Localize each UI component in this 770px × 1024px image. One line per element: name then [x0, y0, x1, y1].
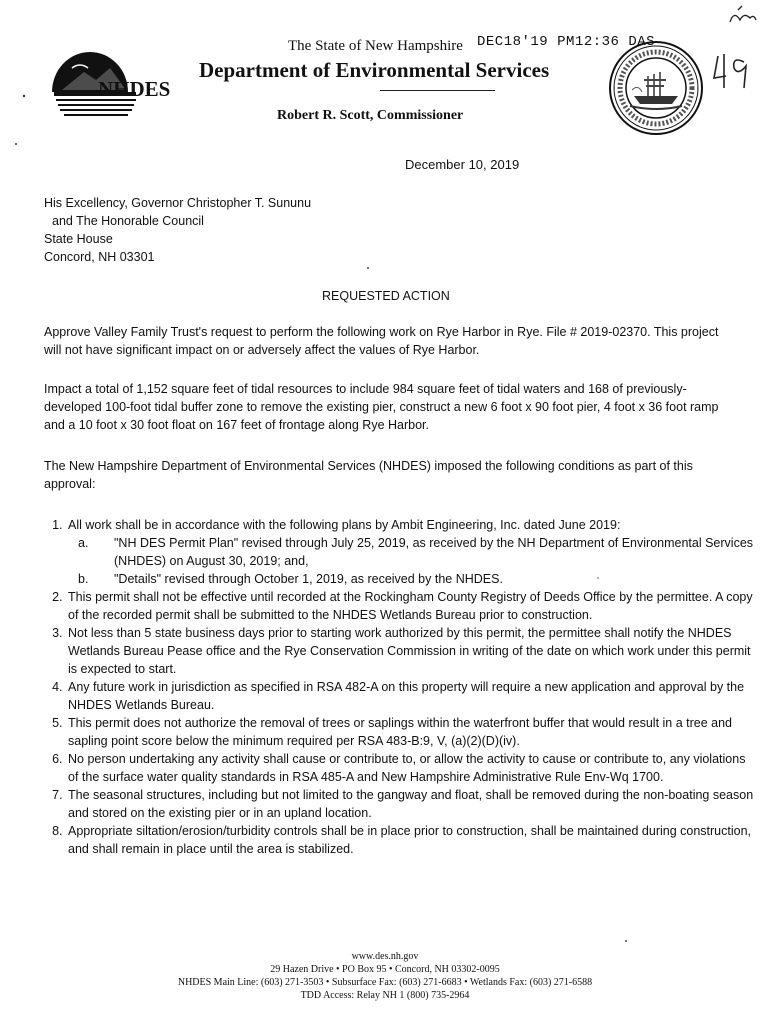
- condition-text: All work shall be in accordance with the following plans by Ambit Engineering, Inc. dated June 2019:: [68, 518, 621, 532]
- subitem-text: "NH DES Permit Plan" revised through July 25, 2019, as received by the NH Department of Environmental Services (NHDES) on August 30, 2019; and,: [114, 536, 754, 568]
- condition-text: This permit shall not be effective until recorded at the Rockingham County Registry of Deeds Office by the permittee. A copy of the recorded permit shall be submitted to the NHDES Wetlands Bureau prior to construction.: [68, 590, 753, 622]
- commissioner-name: Robert R. Scott, Commissioner: [277, 108, 464, 123]
- footer-address: 29 Hazen Drive • PO Box 95 • Concord, NH 03302-0095: [270, 964, 500, 975]
- subitem-marker: b.: [78, 572, 89, 586]
- received-stamp: DEC18'19 PM12:36 DAS: [477, 34, 656, 50]
- handwritten-item-number: [710, 2, 760, 92]
- subitem-text: "Details" revised through October 1, 2019, as received by the NHDES.: [114, 572, 503, 586]
- condition-text: No person undertaking any activity shall cause or contribute to, or allow the activity to cause or contribute to, any violations of the surface water quality standards in RSA 485-A and New Hampshire Administrative Rule Env-Wq 1700.: [68, 752, 746, 784]
- condition-text: Appropriate siltation/erosion/turbidity controls shall be in place prior to construction, shall be maintained during construction, and shall remain in place until the area is stabilized.: [68, 824, 752, 856]
- body-paragraph: The New Hampshire Department of Environmental Services (NHDES) imposed the following conditions as part of this approval:: [44, 459, 693, 491]
- addressee-line: His Excellency, Governor Christopher T. Sununu: [44, 196, 312, 210]
- addressee-line: and The Honorable Council: [52, 214, 204, 228]
- condition-item: [66, 624, 756, 678]
- conditions-list: [44, 516, 756, 858]
- requested-action-heading: REQUESTED ACTION: [322, 289, 450, 303]
- body-paragraph: Impact a total of 1,152 square feet of tidal resources to include 984 square feet of tidal waters and 168 of previously-developed 100-foot tidal buffer zone to remove the existing pier, construct a new 6 foot x 90 foot pier, 4 foot x 36 foot ramp and a 10 foot x 30 foot float on 167 feet of frontage along Rye Harbor.: [44, 382, 719, 432]
- header-rule: [380, 90, 495, 91]
- condition-subitem: [78, 534, 756, 570]
- subitem-marker: a.: [78, 536, 89, 550]
- condition-text: Not less than 5 state business days prior to starting work authorized by this permit, the permittee shall notify the NHDES Wetlands Bureau Pease office and the Rye Conservation Commission in writing of the date on which work under this permit is expected to start.: [68, 626, 751, 676]
- footer-tdd: TDD Access: Relay NH 1 (800) 735-2964: [300, 990, 470, 1001]
- addressee-line: Concord, NH 03301: [44, 250, 155, 264]
- condition-text: This permit does not authorize the removal of trees or saplings within the waterfront buffer that would result in a tree and sapling point score below the minimum required per RSA 483-B:9, V, (a)(2)(D)(iv).: [68, 716, 733, 748]
- department-name: Department of Environmental Services: [199, 58, 550, 82]
- condition-text: The seasonal structures, including but not limited to the gangway and float, shall be removed during the non-boating season and stored on the existing pier or in an upland location.: [68, 788, 754, 820]
- footer-website: www.des.nh.gov: [351, 951, 419, 962]
- condition-item: [66, 516, 756, 588]
- addressee-line: State House: [44, 232, 113, 246]
- condition-item: [66, 588, 756, 624]
- logo-wordmark: NHDES: [98, 77, 171, 101]
- state-seal-icon: [608, 40, 704, 136]
- state-line: The State of New Hampshire: [288, 38, 463, 54]
- condition-item: [66, 678, 756, 714]
- condition-text: Any future work in jurisdiction as specified in RSA 482-A on this property will require a new application and approval by the NHDES Wetlands Bureau.: [68, 680, 745, 712]
- letter-date: December 10, 2019: [405, 157, 520, 172]
- nhdes-logo: [44, 42, 194, 122]
- body-paragraph: Approve Valley Family Trust's request to perform the following work on Rye Harbor in Rye. File # 2019-02370. This project will not have significant impact on or adversely affect the values of Rye Harbor.: [44, 325, 719, 357]
- condition-item: [66, 750, 756, 786]
- footer-phone-lines: NHDES Main Line: (603) 271-3503 • Subsurface Fax: (603) 271-6683 • Wetlands Fax: (603) 271-6588: [177, 977, 593, 988]
- condition-sublist: [68, 534, 756, 588]
- condition-item: [66, 714, 756, 750]
- condition-item: [66, 786, 756, 822]
- condition-subitem: [78, 570, 756, 588]
- condition-item: [66, 822, 756, 858]
